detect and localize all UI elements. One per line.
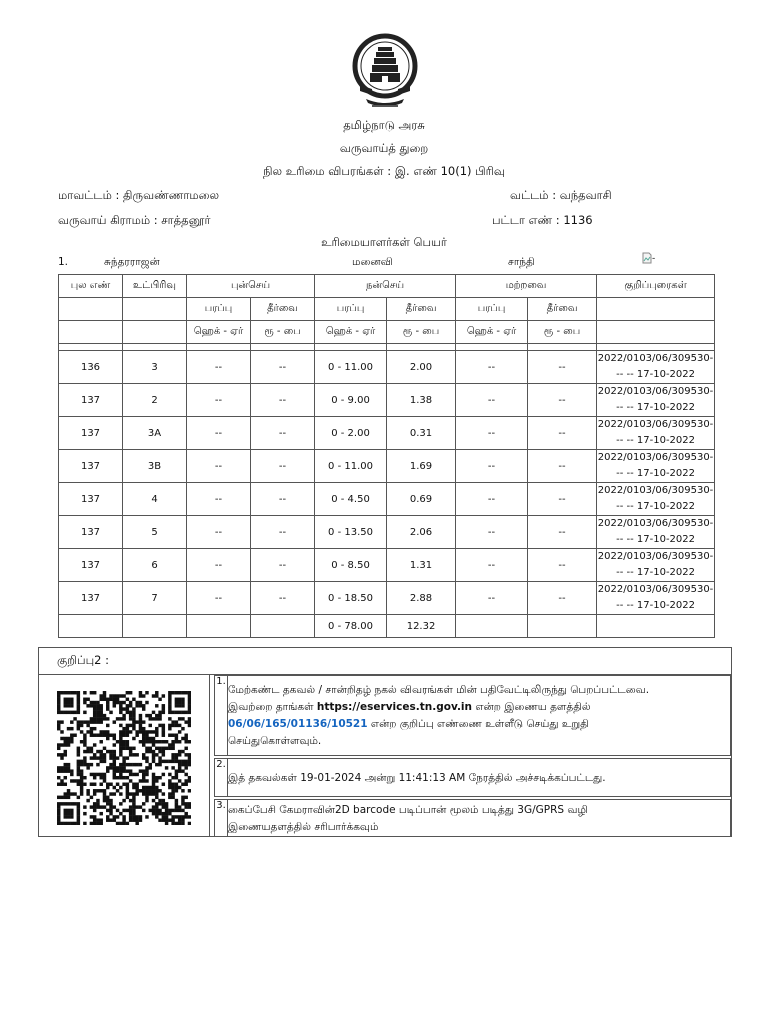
- sub-tax: தீர்வை: [251, 298, 315, 321]
- remarks-line-2: -- -- 17-10-2022: [616, 402, 695, 413]
- owner-relation: மனைவி: [352, 256, 393, 268]
- cell-n-tax: 2.88: [387, 582, 456, 615]
- total-nansey-area: 0 - 78.00: [315, 615, 387, 638]
- cell-p-tax: --: [251, 384, 315, 417]
- eservices-link[interactable]: https://eservices.tn.gov.in: [316, 701, 473, 713]
- cell-p-area: --: [187, 450, 251, 483]
- cell-o-area: --: [456, 483, 528, 516]
- cell-survey: 137: [59, 549, 123, 582]
- cell-o-area: --: [456, 417, 528, 450]
- cell-n-area: 0 - 18.50: [315, 582, 387, 615]
- remarks-line-2: -- -- 17-10-2022: [616, 567, 695, 578]
- note-3: [214, 799, 731, 837]
- remarks-line-2: -- -- 17-10-2022: [616, 534, 695, 545]
- remarks-line-1: 2022/0103/06/309530-: [597, 551, 714, 562]
- cell-remarks: [597, 516, 715, 549]
- qr-code-icon: [57, 691, 191, 825]
- table-row: [59, 549, 715, 582]
- owner-index: 1.: [58, 256, 69, 268]
- sub-tax: தீர்வை: [528, 298, 597, 321]
- cell-o-tax: --: [528, 417, 597, 450]
- table-row: [59, 384, 715, 417]
- sub-area: பரப்பு: [315, 298, 387, 321]
- owner-name: சுந்தரராஜன்: [104, 256, 160, 268]
- cell-survey: 137: [59, 450, 123, 483]
- cell-o-area: --: [456, 582, 528, 615]
- cell-subdiv: 3: [123, 351, 187, 384]
- note-2-text: இத் தகவல்கள் 19-01-2024 அன்று 11:41:13 AM நேரத்தில் அச்சடிக்கப்பட்டது.: [228, 772, 606, 784]
- cell-subdiv: 5: [123, 516, 187, 549]
- cell-n-area: 0 - 8.50: [315, 549, 387, 582]
- cell-subdiv: 7: [123, 582, 187, 615]
- notes-heading-bar: [39, 648, 731, 675]
- cell-p-tax: --: [251, 417, 315, 450]
- col-punsey-header: புன்செய்: [187, 275, 315, 298]
- note-1-line-b: இவற்றை தாங்கள்: [228, 701, 317, 713]
- remarks-line-2: -- -- 17-10-2022: [616, 600, 695, 611]
- note-2-number: 2.: [215, 759, 228, 796]
- cell-n-area: 0 - 11.00: [315, 351, 387, 384]
- qr-code-box: [39, 675, 210, 837]
- village-label: வருவாய் கிராமம் : சாத்தனூர்: [58, 213, 211, 227]
- tamilnadu-emblem-icon: [352, 33, 418, 111]
- cell-survey: 137: [59, 417, 123, 450]
- cell-n-area: 0 - 11.00: [315, 450, 387, 483]
- note-2: [214, 758, 731, 797]
- cell-o-tax: --: [528, 483, 597, 516]
- district-label: மாவட்டம் : திருவண்ணாமலை: [58, 188, 220, 202]
- note-1-line-e: செய்துகொள்ளவும்.: [228, 735, 322, 747]
- remarks-line-1: 2022/0103/06/309530-: [597, 386, 714, 397]
- note-1: [214, 675, 731, 756]
- col-others-header: மற்றவை: [456, 275, 597, 298]
- cell-p-tax: --: [251, 582, 315, 615]
- note-1-line-d: என்ற குறிப்பு எண்ணை உள்ளீடு செய்து உறுதி: [367, 718, 589, 730]
- owners-heading: உரிமையாளர்கள் பெயர்: [321, 235, 447, 249]
- cell-p-area: --: [187, 516, 251, 549]
- cell-subdiv: 6: [123, 549, 187, 582]
- cell-o-area: --: [456, 384, 528, 417]
- cell-p-area: --: [187, 582, 251, 615]
- cell-n-tax: 2.06: [387, 516, 456, 549]
- cell-n-area: 0 - 2.00: [315, 417, 387, 450]
- table-row: [59, 483, 715, 516]
- remarks-line-2: -- -- 17-10-2022: [616, 501, 695, 512]
- cell-n-area: 0 - 13.50: [315, 516, 387, 549]
- cell-o-area: --: [456, 351, 528, 384]
- cell-p-tax: --: [251, 351, 315, 384]
- sub-tax: தீர்வை: [387, 298, 456, 321]
- cell-o-tax: --: [528, 516, 597, 549]
- sub-area: பரப்பு: [187, 298, 251, 321]
- unit-area: ஹெக் - ஏர்: [187, 321, 251, 344]
- table-subheader-row: [59, 298, 715, 321]
- cell-o-area: --: [456, 549, 528, 582]
- note-3-line-a: கைப்பேசி கேமராவின்2D barcode படிப்பான் மூலம் படித்து 3G/GPRS வழி: [228, 804, 588, 816]
- cell-p-tax: --: [251, 483, 315, 516]
- cell-p-area: --: [187, 384, 251, 417]
- cell-subdiv: 2: [123, 384, 187, 417]
- govt-title: தமிழ்நாடு அரசு: [343, 118, 425, 132]
- unit-area: ஹெக் - ஏர்: [456, 321, 528, 344]
- cell-o-tax: --: [528, 582, 597, 615]
- note-3-number: 3.: [215, 800, 228, 836]
- remarks-line-1: 2022/0103/06/309530-: [597, 419, 714, 430]
- remarks-line-2: -- -- 17-10-2022: [616, 369, 695, 380]
- cell-p-tax: --: [251, 516, 315, 549]
- note-1-line-c: என்ற இணைய தளத்தில்: [472, 701, 591, 713]
- owner-relative: சாந்தி: [508, 256, 535, 268]
- note-3-line-b: இணையதளத்தில் சரிபார்க்கவும்: [228, 821, 379, 833]
- cell-survey: 137: [59, 516, 123, 549]
- note-1-number: 1.: [215, 676, 228, 755]
- cell-survey: 137: [59, 582, 123, 615]
- unit-tax: ரூ - பை: [528, 321, 597, 344]
- cell-n-tax: 0.69: [387, 483, 456, 516]
- col-subdiv-header: உட்பிரிவு: [123, 275, 187, 298]
- broken-image-alt: -: [652, 253, 656, 264]
- document-title: நில உரிமை விபரங்கள் : இ. எண் 10(1) பிரிவு: [263, 164, 505, 178]
- cell-p-area: --: [187, 417, 251, 450]
- patta-label: பட்டா எண் : 1136: [492, 213, 593, 227]
- table-header-row: [59, 275, 715, 298]
- sub-area: பரப்பு: [456, 298, 528, 321]
- cell-o-area: --: [456, 516, 528, 549]
- cell-remarks: [597, 417, 715, 450]
- cell-n-tax: 1.69: [387, 450, 456, 483]
- col-nansey-header: நன்செய்: [315, 275, 456, 298]
- cell-n-area: 0 - 9.00: [315, 384, 387, 417]
- cell-remarks: [597, 483, 715, 516]
- cell-subdiv: 3B: [123, 450, 187, 483]
- broken-image-icon: [642, 252, 662, 268]
- table-row: [59, 582, 715, 615]
- table-row: [59, 351, 715, 384]
- table-row: [59, 516, 715, 549]
- table-total-row: [59, 615, 715, 638]
- cell-subdiv: 3A: [123, 417, 187, 450]
- remarks-line-1: 2022/0103/06/309530-: [597, 584, 714, 595]
- table-spacer-row: [59, 344, 715, 351]
- cell-o-tax: --: [528, 549, 597, 582]
- cell-p-area: --: [187, 351, 251, 384]
- cell-p-area: --: [187, 483, 251, 516]
- unit-tax: ரூ - பை: [251, 321, 315, 344]
- cell-remarks: [597, 549, 715, 582]
- cell-p-area: --: [187, 549, 251, 582]
- cell-n-tax: 0.31: [387, 417, 456, 450]
- cell-n-tax: 2.00: [387, 351, 456, 384]
- remarks-line-2: -- -- 17-10-2022: [616, 468, 695, 479]
- unit-area: ஹெக் - ஏர்: [315, 321, 387, 344]
- cell-n-area: 0 - 4.50: [315, 483, 387, 516]
- cell-p-tax: --: [251, 450, 315, 483]
- cell-survey: 137: [59, 384, 123, 417]
- remarks-line-1: 2022/0103/06/309530-: [597, 518, 714, 529]
- dept-title: வருவாய்த் துறை: [339, 141, 429, 155]
- cell-o-tax: --: [528, 351, 597, 384]
- cell-remarks: [597, 351, 715, 384]
- cell-n-tax: 1.31: [387, 549, 456, 582]
- col-survey-header: புல எண்: [59, 275, 123, 298]
- reference-number: 06/06/165/01136/10521: [228, 718, 368, 730]
- unit-tax: ரூ - பை: [387, 321, 456, 344]
- cell-subdiv: 4: [123, 483, 187, 516]
- table-row: [59, 417, 715, 450]
- table-row: [59, 450, 715, 483]
- taluk-label: வட்டம் : வந்தவாசி: [510, 188, 612, 202]
- land-details-table: [58, 274, 715, 638]
- remarks-line-2: -- -- 17-10-2022: [616, 435, 695, 446]
- remarks-line-1: 2022/0103/06/309530-: [597, 485, 714, 496]
- cell-remarks: [597, 384, 715, 417]
- cell-remarks: [597, 450, 715, 483]
- remarks-line-1: 2022/0103/06/309530-: [597, 353, 714, 364]
- cell-remarks: [597, 582, 715, 615]
- table-unit-row: [59, 321, 715, 344]
- notes-section: [38, 647, 732, 837]
- cell-p-tax: --: [251, 549, 315, 582]
- col-remarks-header: குறிப்புரைகள்: [597, 275, 715, 298]
- notes-heading: குறிப்பு2 :: [57, 653, 110, 667]
- cell-n-tax: 1.38: [387, 384, 456, 417]
- remarks-line-1: 2022/0103/06/309530-: [597, 452, 714, 463]
- note-1-line-a: மேற்கண்ட தகவல் / சான்றிதழ் நகல் விவரங்கள் மின் பதிவேட்டிலிருந்து பெறப்பட்டவை.: [228, 684, 650, 696]
- cell-o-tax: --: [528, 384, 597, 417]
- cell-survey: 137: [59, 483, 123, 516]
- cell-survey: 136: [59, 351, 123, 384]
- cell-o-tax: --: [528, 450, 597, 483]
- total-nansey-tax: 12.32: [387, 615, 456, 638]
- cell-o-area: --: [456, 450, 528, 483]
